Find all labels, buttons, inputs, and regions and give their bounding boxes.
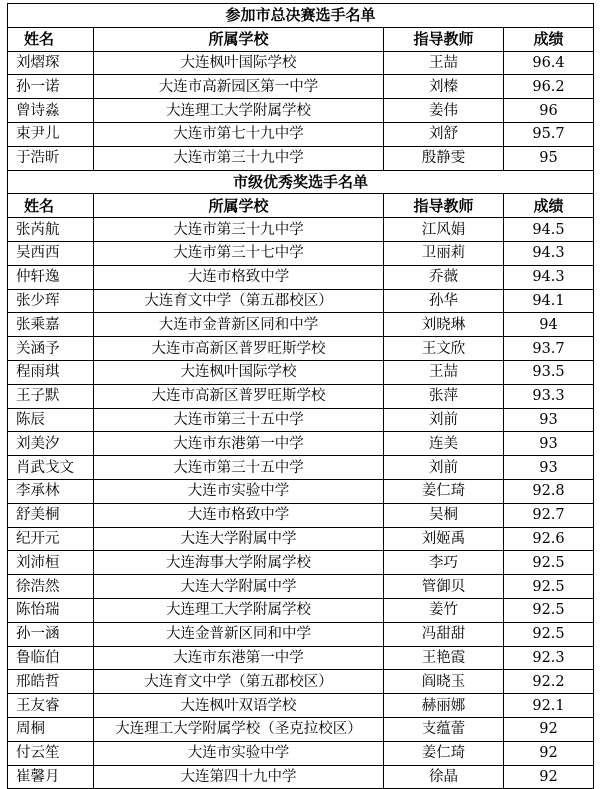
score: 92.5: [504, 598, 594, 622]
school-name: 大连枫叶双语学校: [94, 694, 384, 718]
student-name: 崔馨月: [8, 765, 94, 789]
student-name: 陈辰: [8, 408, 94, 432]
teacher-name: 刘前: [384, 408, 504, 432]
student-name: 舒美桐: [8, 503, 94, 527]
teacher-name: 刘舒: [384, 122, 504, 146]
school-name: 大连市金普新区同和中学: [94, 313, 384, 337]
student-name: 刘美汐: [8, 432, 94, 456]
score: 92.6: [504, 527, 594, 551]
score: 92.2: [504, 670, 594, 694]
teacher-name: 冯甜甜: [384, 622, 504, 646]
results-document: [7, 3, 593, 785]
teacher-name: 王喆: [384, 360, 504, 384]
table-row: [8, 289, 594, 313]
results-table: [7, 3, 594, 789]
table-row: [8, 241, 594, 265]
score: 92.7: [504, 503, 594, 527]
school-name: 大连市东港第一中学: [94, 646, 384, 670]
teacher-name: 吴桐: [384, 503, 504, 527]
table-row: [8, 551, 594, 575]
table-row: [8, 622, 594, 646]
score: 96.2: [504, 75, 594, 99]
school-name: 大连育文中学（第五郡校区）: [94, 670, 384, 694]
school-name: 大连理工大学附属学校: [94, 598, 384, 622]
student-name: 王友睿: [8, 694, 94, 718]
table-row: [8, 479, 594, 503]
teacher-name: 徐晶: [384, 765, 504, 789]
score: 96: [504, 99, 594, 123]
table-row: [8, 146, 594, 170]
score: 96.4: [504, 51, 594, 75]
student-name: 张芮航: [8, 218, 94, 242]
header-school: 所属学校: [94, 27, 384, 51]
score: 92: [504, 741, 594, 765]
score: 94.1: [504, 289, 594, 313]
final-section-title: 参加市总决赛选手名单: [8, 4, 594, 28]
table-row: [8, 122, 594, 146]
student-name: 肖武戈文: [8, 456, 94, 480]
school-name: 大连枫叶国际学校: [94, 360, 384, 384]
header-score: 成绩: [504, 27, 594, 51]
excellence-section-title: 市级优秀奖选手名单: [8, 170, 594, 194]
school-name: 大连育文中学（第五郡校区）: [94, 289, 384, 313]
score: 94.3: [504, 265, 594, 289]
score: 94.5: [504, 218, 594, 242]
teacher-name: 卫丽莉: [384, 241, 504, 265]
score: 92.8: [504, 479, 594, 503]
teacher-name: 王文欣: [384, 337, 504, 361]
score: 92: [504, 765, 594, 789]
student-name: 刘沛桓: [8, 551, 94, 575]
school-name: 大连枫叶国际学校: [94, 51, 384, 75]
teacher-name: 管御贝: [384, 575, 504, 599]
student-name: 张乘嘉: [8, 313, 94, 337]
teacher-name: 姜竹: [384, 598, 504, 622]
school-name: 大连大学附属中学: [94, 575, 384, 599]
table-row: [8, 598, 594, 622]
school-name: 大连大学附属中学: [94, 527, 384, 551]
table-row: [8, 741, 594, 765]
score: 94.3: [504, 241, 594, 265]
school-name: 大连市高新园区第一中学: [94, 75, 384, 99]
teacher-name: 李巧: [384, 551, 504, 575]
table-row: [8, 503, 594, 527]
header-school: 所属学校: [94, 194, 384, 218]
student-name: 刘熠琛: [8, 51, 94, 75]
student-name: 付云笙: [8, 741, 94, 765]
teacher-name: 江风娟: [384, 218, 504, 242]
table-row: [8, 765, 594, 789]
table-row: [8, 360, 594, 384]
table-row: [8, 313, 594, 337]
header-teacher: 指导教师: [384, 27, 504, 51]
table-row: [8, 646, 594, 670]
table-row: [8, 337, 594, 361]
school-name: 大连海事大学附属学校: [94, 551, 384, 575]
score: 92.3: [504, 646, 594, 670]
table-row: [8, 99, 594, 123]
school-name: 大连金普新区同和中学: [94, 622, 384, 646]
teacher-name: 刘前: [384, 456, 504, 480]
table-row: [8, 75, 594, 99]
student-name: 王子默: [8, 384, 94, 408]
teacher-name: 殷静雯: [384, 146, 504, 170]
student-name: 关涵予: [8, 337, 94, 361]
teacher-name: 王喆: [384, 51, 504, 75]
header-name: 姓名: [8, 194, 94, 218]
school-name: 大连市实验中学: [94, 741, 384, 765]
table-row: [8, 265, 594, 289]
score: 92: [504, 717, 594, 741]
school-name: 大连市第七十九中学: [94, 122, 384, 146]
score: 93: [504, 456, 594, 480]
teacher-name: 阎晓玉: [384, 670, 504, 694]
table-row: [8, 527, 594, 551]
table-row: [8, 717, 594, 741]
school-name: 大连第四十九中学: [94, 765, 384, 789]
score: 93: [504, 408, 594, 432]
school-name: 大连市格致中学: [94, 503, 384, 527]
score: 92.1: [504, 694, 594, 718]
teacher-name: 赫丽娜: [384, 694, 504, 718]
school-name: 大连市东港第一中学: [94, 432, 384, 456]
student-name: 仲轩逸: [8, 265, 94, 289]
school-name: 大连市第三十五中学: [94, 456, 384, 480]
teacher-name: 姜仁琦: [384, 741, 504, 765]
teacher-name: 刘榛: [384, 75, 504, 99]
header-score: 成绩: [504, 194, 594, 218]
student-name: 曾诗淼: [8, 99, 94, 123]
school-name: 大连市第三十九中学: [94, 218, 384, 242]
school-name: 大连市第三十五中学: [94, 408, 384, 432]
student-name: 李承林: [8, 479, 94, 503]
student-name: 鲁临伯: [8, 646, 94, 670]
teacher-name: 连美: [384, 432, 504, 456]
header-row: [8, 27, 594, 51]
section-title-row: [8, 170, 594, 194]
student-name: 张少珲: [8, 289, 94, 313]
score: 93: [504, 432, 594, 456]
table-row: [8, 384, 594, 408]
teacher-name: 孙华: [384, 289, 504, 313]
header-row: [8, 194, 594, 218]
student-name: 程雨琪: [8, 360, 94, 384]
table-row: [8, 575, 594, 599]
student-name: 于浩昕: [8, 146, 94, 170]
teacher-name: 支蕴蕾: [384, 717, 504, 741]
school-name: 大连理工大学附属学校: [94, 99, 384, 123]
score: 93.3: [504, 384, 594, 408]
student-name: 邢皓哲: [8, 670, 94, 694]
school-name: 大连市格致中学: [94, 265, 384, 289]
teacher-name: 刘晓琳: [384, 313, 504, 337]
teacher-name: 乔薇: [384, 265, 504, 289]
score: 92.5: [504, 622, 594, 646]
table-row: [8, 432, 594, 456]
section-title-row: [8, 4, 594, 28]
score: 92.5: [504, 551, 594, 575]
school-name: 大连市实验中学: [94, 479, 384, 503]
score: 94: [504, 313, 594, 337]
student-name: 孙一诺: [8, 75, 94, 99]
score: 93.5: [504, 360, 594, 384]
table-row: [8, 51, 594, 75]
header-teacher: 指导教师: [384, 194, 504, 218]
student-name: 周桐: [8, 717, 94, 741]
table-row: [8, 670, 594, 694]
teacher-name: 张萍: [384, 384, 504, 408]
table-row: [8, 408, 594, 432]
table-row: [8, 218, 594, 242]
student-name: 吴西西: [8, 241, 94, 265]
score: 93.7: [504, 337, 594, 361]
school-name: 大连市第三十九中学: [94, 146, 384, 170]
score: 95: [504, 146, 594, 170]
student-name: 陈怡瑞: [8, 598, 94, 622]
teacher-name: 刘姬禹: [384, 527, 504, 551]
student-name: 徐浩然: [8, 575, 94, 599]
score: 95.7: [504, 122, 594, 146]
score: 92.5: [504, 575, 594, 599]
teacher-name: 王艳霞: [384, 646, 504, 670]
student-name: 束尹儿: [8, 122, 94, 146]
student-name: 纪开元: [8, 527, 94, 551]
teacher-name: 姜仁琦: [384, 479, 504, 503]
school-name: 大连市高新区普罗旺斯学校: [94, 384, 384, 408]
header-name: 姓名: [8, 27, 94, 51]
school-name: 大连市第三十七中学: [94, 241, 384, 265]
school-name: 大连理工大学附属学校（圣克拉校区）: [94, 717, 384, 741]
teacher-name: 姜伟: [384, 99, 504, 123]
student-name: 孙一涵: [8, 622, 94, 646]
table-row: [8, 456, 594, 480]
school-name: 大连市高新区普罗旺斯学校: [94, 337, 384, 361]
table-row: [8, 694, 594, 718]
